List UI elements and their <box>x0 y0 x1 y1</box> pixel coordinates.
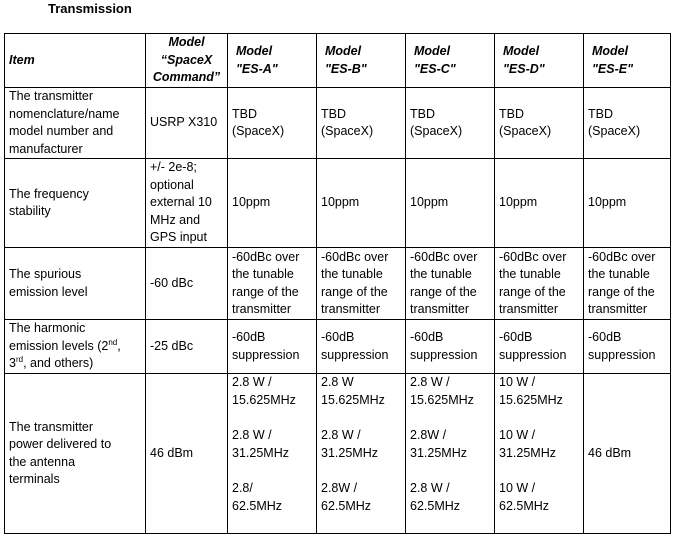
cell-line: -60dBc over <box>410 249 478 264</box>
cell-line: range of the <box>499 284 566 299</box>
cell-es-d <box>495 248 584 320</box>
header-model-label: Model <box>168 35 205 50</box>
row-label-line: nomenclature/name <box>9 106 120 121</box>
row-label-sup: nd <box>108 337 118 347</box>
cell-line: TBD <box>321 106 346 121</box>
row-label-text: , and others) <box>23 356 94 371</box>
header-model-es-c <box>406 34 495 88</box>
cell-line: 2.8 W / <box>321 428 361 442</box>
cell-line: 2.8/ <box>232 481 253 495</box>
cell-line: -60dB <box>232 330 266 344</box>
cell-es-c <box>406 88 495 159</box>
cell-line: 2.8 W / <box>410 481 450 495</box>
transmission-table <box>4 33 671 534</box>
row-label <box>5 320 146 374</box>
cell-line: external 10 <box>150 195 212 210</box>
cell-line: TBD <box>499 106 524 121</box>
cell-command: USRP X310 <box>146 88 228 159</box>
row-spurious-emission <box>5 248 671 320</box>
cell-line: suppression <box>499 347 567 362</box>
row-label <box>5 88 146 159</box>
cell-line: range of the <box>410 284 477 299</box>
cell-line: range of the <box>321 284 388 299</box>
cell-line: 2.8 W / <box>232 375 272 389</box>
cell-line: 15.625MHz <box>232 392 296 407</box>
header-model-es-b <box>317 34 406 88</box>
header-model-es-e <box>584 34 671 88</box>
header-model-label: Model <box>325 44 362 58</box>
header-model-es-a <box>228 34 317 88</box>
cell-line: suppression <box>321 347 389 362</box>
row-label-line: The frequency <box>9 186 89 201</box>
header-model-spacex-command <box>146 34 228 88</box>
cell-line: the tunable <box>588 267 650 281</box>
cell-line: 2.8 W / <box>410 375 450 389</box>
cell-line: range of the <box>232 284 299 299</box>
header-item: Item <box>5 34 146 88</box>
row-label <box>5 248 146 320</box>
cell-line: transmitter <box>321 302 381 316</box>
cell-line: the tunable <box>321 267 383 281</box>
cell-line: suppression <box>588 347 656 362</box>
cell-line: the tunable <box>232 267 294 281</box>
cell-line: (SpaceX) <box>410 124 463 138</box>
cell-line: 31.25MHz <box>321 445 378 460</box>
row-label-text: emission levels (2 <box>9 338 109 353</box>
header-model-label: Model <box>414 44 451 58</box>
cell-line: range of the <box>588 284 655 299</box>
row-label-line: The transmitter <box>9 89 94 103</box>
cell-line: -60dBc over <box>499 249 567 264</box>
cell-line: suppression <box>410 347 478 362</box>
row-label-line: The spurious <box>9 267 82 281</box>
cell-es-e <box>584 88 671 159</box>
cell-line: -60dB <box>499 330 533 344</box>
cell-line: -60dB <box>410 330 444 344</box>
header-model-label: Model <box>592 44 629 58</box>
row-label-line: emission level <box>9 284 88 299</box>
cell-line: GPS input <box>150 230 207 245</box>
cell-line: -60dBc over <box>232 249 300 264</box>
cell-line: (SpaceX) <box>588 124 641 138</box>
header-model-name: "ES-D" <box>503 61 545 76</box>
cell-line: transmitter <box>499 302 559 316</box>
cell-line: +/- 2e-8; <box>150 160 197 175</box>
cell-line: 2.8W / <box>321 481 358 495</box>
row-label-line: model number and <box>9 124 114 138</box>
cell-line: 62.5MHz <box>410 498 461 513</box>
header-model-name: "ES-E" <box>592 61 634 76</box>
cell-line: 2.8 W / <box>232 428 272 442</box>
cell-line: 15.625MHz <box>321 392 385 407</box>
cell-line: -60dB <box>321 330 355 344</box>
cell-line: transmitter <box>232 302 292 316</box>
cell-line: (SpaceX) <box>499 124 552 138</box>
cell-es-c <box>406 374 495 534</box>
row-label-line: the antenna <box>9 454 76 469</box>
cell-line: the tunable <box>410 267 472 281</box>
cell-line: TBD <box>410 106 435 121</box>
row-label-line: stability <box>9 204 51 218</box>
cell-line: 2.8W / <box>410 428 447 442</box>
cell-line: -60dBc over <box>321 249 389 264</box>
section-title: Transmission <box>48 1 132 16</box>
cell-es-d <box>495 320 584 374</box>
cell-es-c <box>406 320 495 374</box>
header-model-label: Model <box>236 44 273 58</box>
cell-line: 10 W / <box>499 481 536 495</box>
cell-es-a: 10ppm <box>228 159 317 248</box>
cell-line: 62.5MHz <box>321 498 372 513</box>
cell-line: transmitter <box>410 302 470 316</box>
header-model-es-d <box>495 34 584 88</box>
header-row <box>5 34 671 88</box>
cell-es-b <box>317 374 406 534</box>
cell-line: 31.25MHz <box>232 445 289 460</box>
cell-line: 15.625MHz <box>499 392 563 407</box>
cell-es-d: 10ppm <box>495 159 584 248</box>
cell-line: MHz and <box>150 212 201 227</box>
row-label-sup: rd <box>15 355 24 365</box>
cell-es-d <box>495 374 584 534</box>
cell-es-d <box>495 88 584 159</box>
cell-command: -60 dBc <box>146 248 228 320</box>
cell-line: 15.625MHz <box>410 392 474 407</box>
cell-line: -60dBc over <box>588 249 656 264</box>
row-label-line: power delivered to <box>9 437 112 451</box>
row-label <box>5 159 146 248</box>
cell-line: 31.25MHz <box>410 445 467 460</box>
row-label-line <box>9 355 141 373</box>
row-label <box>5 374 146 534</box>
header-model-name: "ES-A" <box>236 61 278 76</box>
cell-line: optional <box>150 177 194 192</box>
cell-es-e <box>584 248 671 320</box>
cell-command: -25 dBc <box>146 320 228 374</box>
row-nomenclature <box>5 88 671 159</box>
row-label-text: , <box>117 338 121 353</box>
cell-line: 62.5MHz <box>499 498 550 513</box>
row-label-line <box>9 338 141 356</box>
cell-es-c: 10ppm <box>406 159 495 248</box>
cell-line: (SpaceX) <box>321 124 374 138</box>
cell-es-e: 10ppm <box>584 159 671 248</box>
cell-command: 46 dBm <box>146 374 228 534</box>
cell-line: 10 W / <box>499 375 536 389</box>
cell-line: 31.25MHz <box>499 445 556 460</box>
cell-line: TBD <box>232 106 257 121</box>
header-model-name: "ES-B" <box>325 61 367 76</box>
cell-es-b <box>317 88 406 159</box>
cell-es-e: 46 dBm <box>584 374 671 534</box>
cell-es-a <box>228 374 317 534</box>
row-harmonic-emission <box>5 320 671 374</box>
header-model-name: "ES-C" <box>414 61 456 76</box>
cell-line: the tunable <box>499 267 561 281</box>
row-label-line: The harmonic <box>9 321 86 336</box>
cell-line: TBD <box>588 106 613 121</box>
header-model-label: Model <box>503 44 540 58</box>
cell-line: 62.5MHz <box>232 498 283 513</box>
row-label-line: terminals <box>9 472 60 486</box>
cell-es-b: 10ppm <box>317 159 406 248</box>
cell-es-a <box>228 88 317 159</box>
header-model-name: “SpaceX <box>160 52 213 67</box>
cell-es-a <box>228 248 317 320</box>
row-transmitter-power <box>5 374 671 534</box>
cell-es-a <box>228 320 317 374</box>
cell-line: transmitter <box>588 302 648 316</box>
cell-line: 2.8 W <box>321 375 354 389</box>
cell-es-c <box>406 248 495 320</box>
cell-line: 10 W / <box>499 428 536 442</box>
row-label-text: 3 <box>9 356 16 371</box>
row-frequency-stability <box>5 159 671 248</box>
cell-es-e <box>584 320 671 374</box>
cell-line: (SpaceX) <box>232 124 285 138</box>
header-model-name: Command” <box>152 70 221 85</box>
cell-line: suppression <box>232 347 300 362</box>
row-label-line: The transmitter <box>9 419 94 434</box>
cell-command <box>146 159 228 248</box>
cell-es-b <box>317 248 406 320</box>
cell-es-b <box>317 320 406 374</box>
row-label-line: manufacturer <box>9 141 83 156</box>
cell-line: -60dB <box>588 330 622 344</box>
